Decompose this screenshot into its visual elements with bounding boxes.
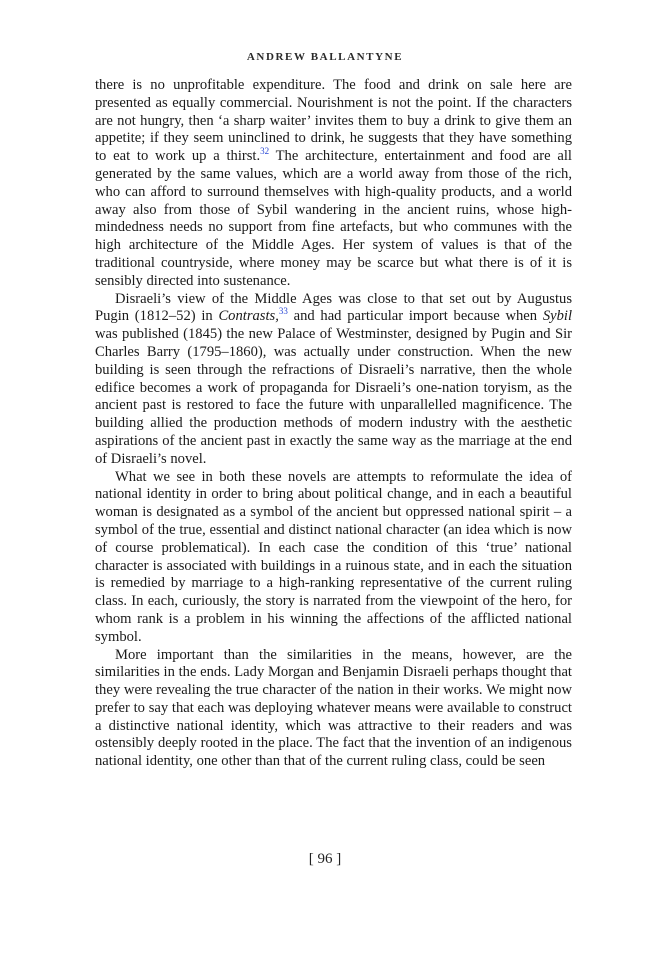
footnote-marker[interactable]: 33 <box>278 306 288 317</box>
paragraph <box>95 291 572 469</box>
paragraph-text: Disraeli’s view of the Middle Ages was close to that set out by Augustus Pugin (1812–52) in <box>95 290 572 325</box>
paragraph <box>95 77 572 291</box>
paragraph <box>95 469 572 647</box>
paragraph-text: What we see in both these novels are attempts to reformulate the idea of national identity in order to bring about political change, and in each a beautiful woman is designated as a symbol of the ancient but oppressed national spirit – a symbol of the true, essential and distinct national character (an idea which is now of course problematical). In each case the condition of this ‘true’ national character is associated with buildings in a ruinous state, and in each the situation is remedied by marriage to a high-ranking representative of the current ruling class. In each, curiously, the story is narrated from the viewpoint of the hero, for whom rank is a problem in his winning the affections of the afflicted national symbol. <box>95 468 572 645</box>
paragraph-text: More important than the similarities in the means, however, are the similarities in the ends. Lady Morgan and Benjamin Disraeli perhaps thought that they were revealing the true character of the nation in their works. We might now prefer to say that each was deploying whatever means were available to construct a distinctive national identity, which was attractive to their readers and was ostensibly deeply rooted in the place. The fact that the invention of an indigenous national identity, one other than that of the current ruling class, could be seen <box>95 646 572 770</box>
paragraph-text: and had particular import because when <box>287 308 543 325</box>
paragraph-text: The architecture, entertainment and food are all generated by the same values, which are a world away from those of the rich, who can afford to surround themselves with high-quality products, and a world away also from those of Sybil wandering in the ancient ruins, whose high-mindedness needs no support from fine artefacts, but who communes with the high architecture of the Middle Ages. Her system of values is that of the traditional countryside, where money may be scarce but what there is of it is sensibly directed into sustenance. <box>95 148 572 289</box>
footnote-marker[interactable]: 32 <box>260 146 270 157</box>
running-head: ANDREW BALLANTYNE <box>246 51 404 63</box>
page-number: [ 96 ] <box>308 851 342 867</box>
paragraph-text: was published (1845) the new Palace of Westminster, designed by Pugin and Sir Charles Barry (1795–1860), was actually under construction. When the new building is seen through the refractions of Disraeli’s narrative, then the whole edifice becomes a work of propaganda for Disraeli’s one-nation toryism, as the ancient past is restored to face the future with unparallelled magnificence. The building allied the production methods of modern industry with the aesthetic aspirations of the ancient past in exactly the same way as the marriage at the end of Disraeli’s novel. <box>95 326 572 467</box>
paragraph-text: there is no unprofitable expenditure. The food and drink on sale here are presented as equally commercial. Nourishment is not the point. If the characters are not hungry, then ‘a sharp waiter’ invites them to buy a drink to give them an appetite; if they seem uninclined to drink, he suggests that they have something to eat to work up a thirst. <box>95 77 572 165</box>
italic-title: Contrasts, <box>218 308 279 325</box>
body-text <box>95 77 572 771</box>
paragraph <box>95 647 572 772</box>
italic-title: Sybil <box>542 308 572 325</box>
